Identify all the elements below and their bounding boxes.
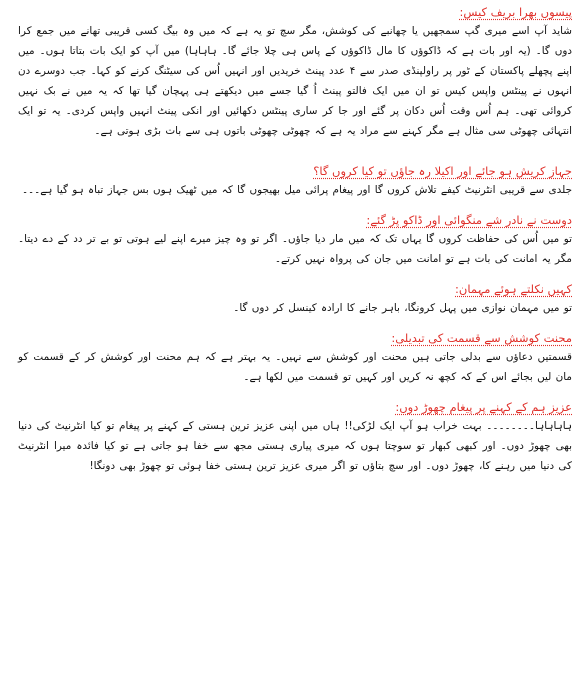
section-body: شاید آپ اسے میری گپ سمجھیں یا چھانبے کی کوشش، مگر سچ تو یہ ہے کہ میں وہ بیگ کسی قریبی تھانے میں جمع کرا دوں گا۔ (یہ اور بات ہے کہ ڈاکوؤں کا مال ڈاکوؤں کے پاس ہی چلا جائے گا۔ ہاہاہا) میں آپ کو ایک بات بتاتا ہوں۔ میں اپنے پچھلے پاکستان کے ٹور پر راولپنڈی صدر سے ۴ عدد پینٹ خریدیں اور انہیں اُس کی سیٹنگ کرنے کو کہا۔ جب دوسرے دن انہوں نے پینٹس واپس کیس تو ان میں ایک فالتو پینٹ اُ گیا جسے میں دیکھتے ہی پہچان گیا تھا کہ یہ میں نے بک نہیں کروائی تھی۔ ہم اُس وقت اُس دکان پر گئے اور جا کر ساری پینٹس دکھائیں اور انکی پینٹ انہیں واپس کردی۔ یہ تو ایک انتہائی چھوٹی سی مثال ہے مگر کہنے سے مراد یہ ہے کہ چھوٹی چھوٹی باتوں ہی سے بات بڑی ہوتی ہے۔ <box>18 25 572 137</box>
section-body: ہاہاہاہا۔۔۔۔۔۔۔۔ بہت خراب ہو آپ ایک لڑکی!! ہاں میں اپنی عزیز ترین ہستی کے کہنے پر پیغام تو کیا انٹرنیٹ کی دنیا بھی چھوڑ دوں۔ اور کبھی کبھار تو سوچتا ہوں کہ میری پیاری ہستی مجھ سے خفا ہو جاتی ہے تو کیا فائدہ میرا انٹرنیٹ کی دنیا میں رہنے کا، چھوڑ دوں۔ اور سچ بتاؤں تو اگر میری عزیز ترین ہستی خفا ہوئی تو چھوڑ بھی دونگا! <box>18 420 572 472</box>
section-body: تو میں مہمان نوازی میں پہل کرونگا، باہر جانے کا ارادہ کینسل کر دوں گا۔ <box>233 302 572 314</box>
section-leave-message <box>8 399 576 476</box>
section-heading: جہاز کریش ہو جائے اور اکیلا رہ جاؤں تو کیا کروں گا؟ <box>313 164 572 178</box>
section-heading: کہیں نکلتے ہوئے مہمان: <box>455 282 572 296</box>
section-heading: محنت کوشش سے قسمت کی تبدیلی: <box>391 331 572 345</box>
section-destiny <box>8 330 576 387</box>
section-rare-item <box>8 212 576 269</box>
section-guests <box>8 281 576 318</box>
section-heading: عزیز ہم کے کہنے پر پیغام چھوڑ دوں: <box>395 400 572 414</box>
section-briefcase <box>8 4 576 141</box>
section-heading: دوست نے نادر شے منگوائی اور ڈاکو پڑ گئے: <box>366 213 572 227</box>
section-body: قسمتیں دعاؤں سے بدلی جاتی ہیں محنت اور کوشش سے نہیں۔ یہ بہتر ہے کہ ہم محنت اور کوشش کر کے قسمت کو مان لیں بجائے اس کے کہ کچھ نہ کریں اور کہیں تو قسمت میں لکھا ہے۔ <box>18 351 572 383</box>
section-plane-crash <box>8 163 576 200</box>
section-body: تو میں اُس کی حفاظت کروں گا یہاں تک کہ میں مار دیا جاؤں۔ اگر تو وہ چیز میرے اپنے لیے ہوتی تو بے تر دد کے دے دیتا۔ مگر یہ امانت کی بات ہے تو امانت میں جان کی پرواہ نہیں کرتے۔ <box>18 233 572 265</box>
section-heading: پیسوں بھرا بریف کیس: <box>459 5 572 19</box>
section-body: جلدی سے قریبی انٹرنیٹ کیفے تلاش کروں گا اور پیغام پرائی میل بھیجوں گا کہ میں ٹھیک ہوں بس جہاز تباہ ہو گیا ہے۔۔۔ <box>21 184 572 196</box>
